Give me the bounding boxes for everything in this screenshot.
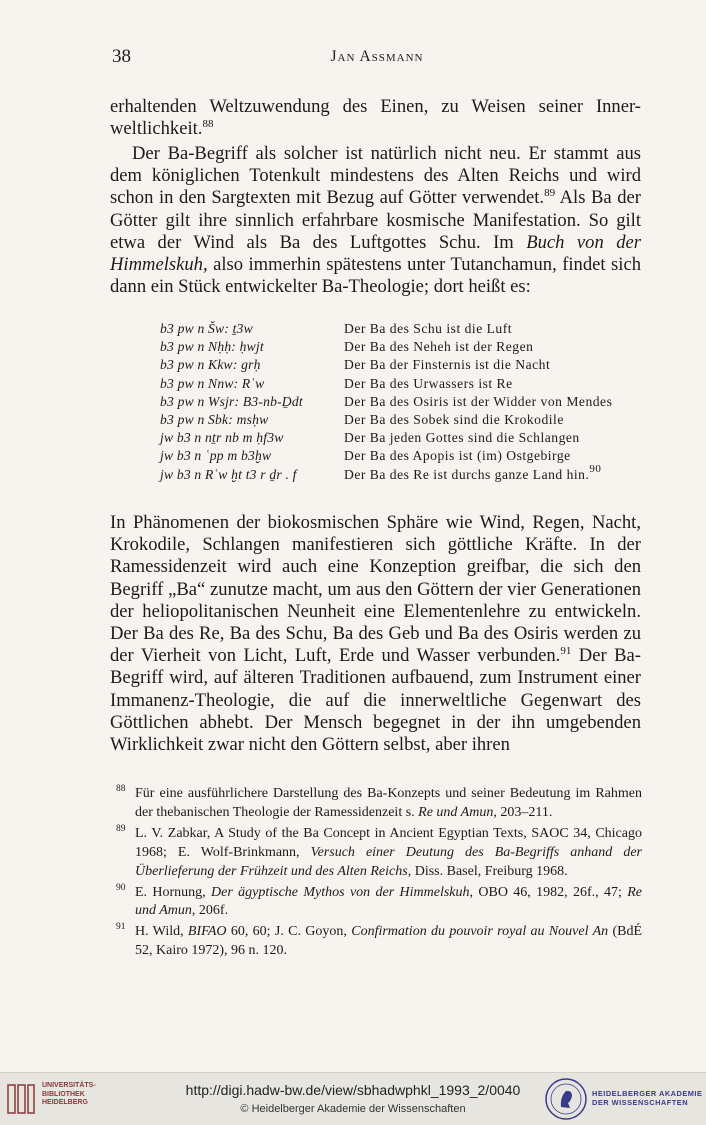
translation: Der Ba der Finsternis ist die Nacht <box>344 357 551 373</box>
footnote-number: 90 <box>116 882 126 893</box>
paragraph-2 <box>110 143 641 298</box>
footnote-text: L. V. Zabkar, A Study of the Ba Concept in Ancient Egyptian Texts, SAOC 34, Chicago 1968; E. Wolf-Brinkmann, <box>135 825 642 860</box>
transliteration: b3 pw n Nnw: Rʿw <box>160 375 265 391</box>
footnote-text: Für eine ausführlichere Darstellung des Ba-Konzepts und seiner Bedeutung im Rahmen der thebanischen Theologie der Ramessidenzeit s. <box>135 786 642 820</box>
academy-name-line: HEIDELBERGER AKADEMIE <box>592 1089 703 1098</box>
footnote-text: E. Hornung, <box>135 884 212 900</box>
footnote-text: 60, 60; J. C. Goyon, <box>226 924 352 940</box>
footnote-ref-91[interactable]: 91 <box>560 645 572 658</box>
translation: Der Ba des Osiris ist der Widder von Mendes <box>344 393 613 409</box>
running-head <box>112 46 642 70</box>
quote-row <box>160 447 646 465</box>
footnote-text: (BdÉ 52, Kairo 1972), 96 n. 120. <box>135 924 642 959</box>
footnote-89 <box>116 825 642 882</box>
journal-title: BIFAO <box>187 924 227 940</box>
quote-row <box>160 462 646 484</box>
paragraph-3 <box>110 512 641 756</box>
footnote-text: H. Wild, <box>135 924 188 940</box>
transliteration: jw b3 n nṯr nb m ḥf3w <box>160 430 284 446</box>
transliteration: b3 pw n Sbk: msḥw <box>160 411 269 427</box>
paragraph-text: Als Ba der Götter gilt ihre sinnlich erfahrbare kosmische Manifestation. So gilt etwa der Wind als Ba des Luftgottes Schu. Im <box>110 187 641 253</box>
running-title: Jan Assmann <box>330 48 424 65</box>
transliteration: jw b3 n ʿpp m b3ḫw <box>160 448 272 464</box>
footnote-88 <box>116 785 642 823</box>
book-title: Re und Amun <box>418 804 494 820</box>
book-title: Versuch einer Deutung des Ba-Begriffs anhand der Überlieferung der Frühzeit und des Alten Reichs <box>135 844 642 879</box>
footnote-text: , Diss. Basel, Freiburg 1968. <box>407 863 568 879</box>
quote-row <box>160 320 646 338</box>
transliteration: b3 pw n Nḥḥ: ḥwjt <box>160 339 264 355</box>
copyright-notice: © Heidelberger Akademie der Wissenschaften <box>240 1103 466 1115</box>
paragraph-text: Der Ba-Begriff wird, auf älteren Traditionen aufbauend, zum Instrument einer Immanenz-Theologie, die auf die innerweltliche Gegenwart des Göttlichen abhebt. Der Mensch begegnet in der ihn umgebenden Wirklichkeit zwar nicht den Göttern selbst, aber ihren <box>110 645 641 756</box>
quote-row <box>160 411 646 429</box>
translation-text: Der Ba des Re ist durchs ganze Land hin. <box>344 466 590 482</box>
book-title: Der ägyptische Mythos von der Himmelskuh <box>211 884 470 900</box>
translation: Der Ba des Schu ist die Luft <box>344 321 513 336</box>
quote-row <box>160 356 646 374</box>
permalink-url[interactable]: http://digi.hadw-bw.de/view/sbhadwphkl_1993_2/0040 <box>185 1082 521 1098</box>
digitization-footer <box>0 1072 706 1125</box>
book-title: Confirmation du pouvoir royal au Nouvel An <box>351 924 609 940</box>
library-name-line: BIBLIOTHEK <box>42 1090 85 1098</box>
transliteration: b3 pw n Šw: ṯ3w <box>160 321 253 336</box>
translation: Der Ba des Urwassers ist Re <box>344 375 513 391</box>
paragraph-text: erhaltenden Weltzuwendung des Einen, zu Weisen seiner Inner-weltlichkeit. <box>110 96 641 140</box>
page-number: 38 <box>112 46 131 67</box>
footnote-91 <box>116 923 642 961</box>
quote-row <box>160 375 646 393</box>
library-name-line: HEIDELBERG <box>42 1099 88 1106</box>
book-title: Re und Amun <box>135 884 642 919</box>
quote-row <box>160 429 646 447</box>
footnote-number: 88 <box>116 784 126 794</box>
paragraph-text: , also immerhin spätestens unter Tutanchamun, findet sich dann ein Stück entwickelter Ba-Theologie; dort heißt es: <box>110 254 641 298</box>
translation <box>344 462 646 484</box>
footnote-ref-88[interactable]: 88 <box>202 118 214 131</box>
quote-row <box>160 338 646 356</box>
footnote-ref-90[interactable]: 90 <box>589 462 602 475</box>
footnote-90 <box>116 884 642 922</box>
paragraph-1 <box>110 96 641 140</box>
academy-seal-icon[interactable] <box>544 1077 588 1121</box>
ba-theology-quote <box>160 320 646 484</box>
footnote-text: , OBO 46, 1982, 26f., 47; <box>469 884 628 900</box>
footnote-ref-89[interactable]: 89 <box>544 187 556 200</box>
paragraph-text: Der Ba-Begriff als solcher ist natürlich nicht neu. Er stammt aus dem königlichen Totenkult mindestens des Alten Reichs und wird schon in den Sargtexten mit Bezug auf Götter verwendet. <box>110 143 641 209</box>
translation: Der Ba des Neheh ist der Regen <box>344 339 534 355</box>
quote-row <box>160 393 646 411</box>
footnote-text: , 203–211. <box>493 804 553 820</box>
translation: Der Ba des Sobek sind die Krokodile <box>344 411 564 427</box>
translation: Der Ba jeden Gottes sind die Schlangen <box>344 430 580 446</box>
footnote-number: 89 <box>116 823 126 834</box>
translation: Der Ba des Apopis ist (im) Ostgebirge <box>344 448 571 464</box>
footnote-text: , 206f. <box>191 903 229 919</box>
transliteration: b3 pw n Wsjr: B3-nb-Ḏdt <box>160 393 303 409</box>
footnotes <box>116 785 642 963</box>
library-name-line: UNIVERSITÄTS- <box>42 1082 96 1089</box>
academy-name-line: DER WISSENSCHAFTEN <box>592 1098 689 1107</box>
academy-name <box>592 1089 702 1107</box>
transliteration: jw b3 n Rʿw ḫt t3 r ḏr . f <box>160 466 297 482</box>
transliteration: b3 pw n Kkw: grḥ <box>160 357 261 373</box>
paragraph-text: In Phänomenen der biokosmischen Sphäre wie Wind, Regen, Nacht, Krokodile, Schlangen manifestieren sich göttliche Kräfte. In der Ramessidenzeit wird auch eine Konzeption greifbar, die sich den Begriff „Ba“ zunutze macht, um aus den Göttern der vier Generationen der heliopolitanischen Neunheit eine Elementenlehre zu entwickeln. Der Ba des Re, Ba des Schu, Ba des Geb und Ba des Osiris werden zu der Vierheit von Licht, Luft, Erde und Wasser verbunden. <box>110 512 641 667</box>
footnote-number: 91 <box>116 922 126 933</box>
book-title: Buch von der Himmelskuh <box>110 231 641 276</box>
